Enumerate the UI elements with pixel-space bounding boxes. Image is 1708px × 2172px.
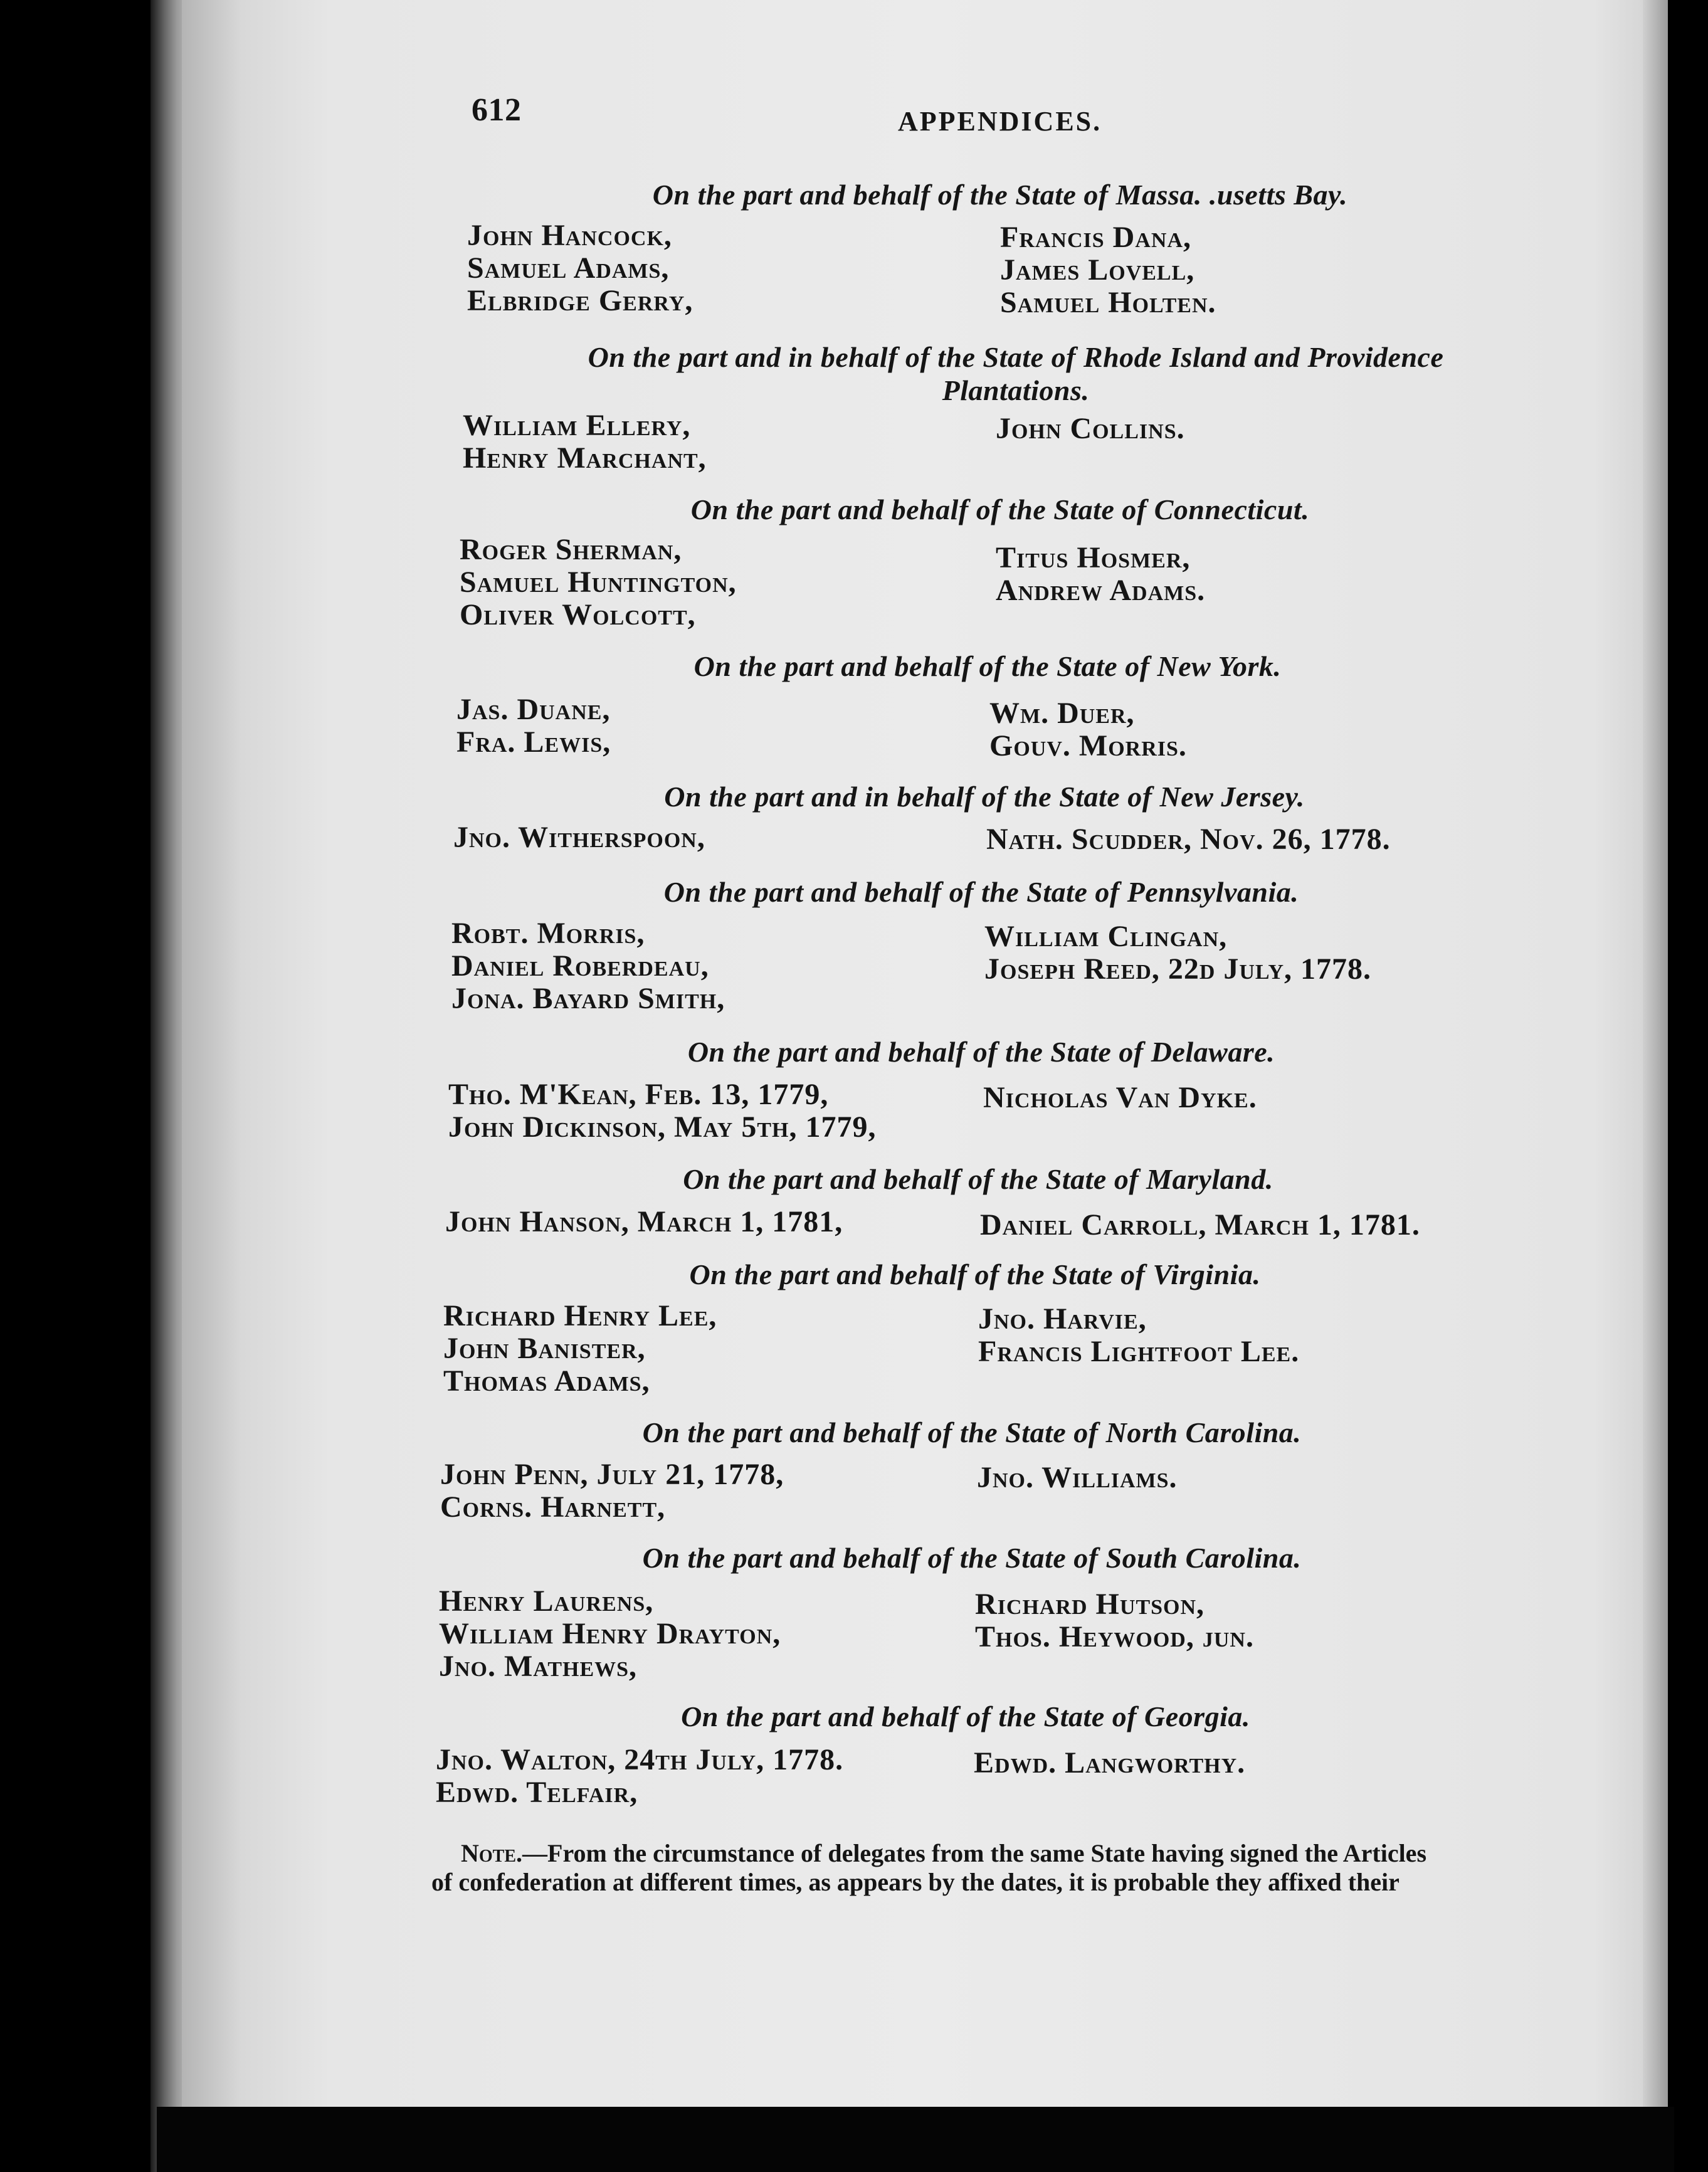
signer-left: Tho. M'Kean, Feb. 13, 1779,	[448, 1078, 829, 1111]
signer-right: Francis Dana,	[1000, 221, 1192, 254]
section-heading-virginia: On the part and behalf of the State of Virginia.	[689, 1258, 1261, 1290]
footnote-line-1	[461, 1841, 1426, 1866]
signer-right: Francis Lightfoot Lee.	[978, 1335, 1300, 1368]
signer-right: Gouv. Morris.	[989, 729, 1187, 762]
signer-right: Samuel Holten.	[1000, 286, 1216, 319]
page-bottom-shadow	[157, 2107, 1674, 2172]
page-number: 612	[472, 92, 522, 128]
signer-left: Daniel Roberdeau,	[451, 949, 709, 983]
signer-right: Joseph Reed, 22d July, 1778.	[984, 952, 1372, 986]
section-heading-rhode-island: On the part and in behalf of the State of Rhode Island and Providence	[588, 341, 1444, 373]
footnote-text-1: —From the circumstance of delegates from the same State having signed the Articles	[522, 1839, 1427, 1867]
signer-left: John Penn, July 21, 1778,	[440, 1458, 784, 1491]
footnote-label: Note.	[461, 1839, 523, 1867]
signer-left: John Hanson, March 1, 1781,	[445, 1205, 843, 1238]
signer-right: Edwd. Langworthy.	[974, 1746, 1246, 1779]
signer-left: Jas. Duane,	[456, 693, 611, 726]
page-right-edge	[1643, 0, 1668, 2107]
signer-left: Henry Laurens,	[439, 1584, 654, 1618]
section-heading-connecticut: On the part and behalf of the State of Connecticut.	[690, 493, 1310, 525]
signer-left: Jno. Witherspoon,	[453, 821, 705, 854]
signer-right: Titus Hosmer,	[996, 541, 1191, 574]
signer-right: Nicholas Van Dyke.	[983, 1081, 1257, 1114]
signer-right: Nath. Scudder, Nov. 26, 1778.	[986, 823, 1391, 856]
signer-right: Jno. Harvie,	[978, 1302, 1147, 1336]
signer-right: Daniel Carroll, March 1, 1781.	[980, 1208, 1420, 1242]
section-heading-georgia: On the part and behalf of the State of Georgia.	[681, 1700, 1250, 1732]
signer-left: Edwd. Telfair,	[436, 1776, 638, 1809]
signer-left: John Banister,	[443, 1332, 646, 1365]
section-heading-massachusetts: On the part and behalf of the State of Massa. .usetts Bay.	[652, 179, 1348, 211]
signer-left: Jno. Mathews,	[439, 1650, 638, 1683]
signer-left: Samuel Adams,	[467, 251, 670, 285]
signer-left: William Henry Drayton,	[439, 1617, 781, 1650]
section-heading-maryland: On the part and behalf of the State of Maryland.	[683, 1163, 1273, 1195]
signer-left: John Hancock,	[467, 219, 672, 252]
signer-left: Corns. Harnett,	[440, 1490, 666, 1524]
signer-right: John Collins.	[996, 412, 1185, 445]
signer-left: Henry Marchant,	[463, 441, 707, 475]
signer-left: Jona. Bayard Smith,	[451, 982, 725, 1015]
signer-left: John Dickinson, May 5th, 1779,	[448, 1110, 877, 1144]
footnote-line-2: of confederation at different times, as appears by the dates, it is probable they affixed their	[431, 1868, 1400, 1896]
signer-left: Richard Henry Lee,	[443, 1299, 717, 1332]
signer-left: Robt. Morris,	[451, 917, 645, 950]
section-heading-new-jersey: On the part and in behalf of the State of New Jersey.	[664, 781, 1305, 813]
signer-left: Fra. Lewis,	[456, 725, 611, 759]
signer-right: Thos. Heywood, jun.	[975, 1620, 1254, 1653]
signer-left: Roger Sherman,	[460, 533, 682, 566]
signer-left: Elbridge Gerry,	[467, 284, 693, 317]
signer-right: Wm. Duer,	[989, 697, 1135, 730]
signer-right: William Clingan,	[984, 920, 1228, 953]
section-heading-delaware: On the part and behalf of the State of Delaware.	[687, 1036, 1275, 1068]
signer-left: Samuel Huntington,	[460, 566, 737, 599]
signer-left: Jno. Walton, 24th July, 1778.	[436, 1743, 844, 1776]
signer-right: Andrew Adams.	[996, 574, 1206, 607]
section-heading-south-carolina: On the part and behalf of the State of South Carolina.	[642, 1542, 1302, 1574]
section-heading-new-york: On the part and behalf of the State of New York.	[693, 650, 1282, 682]
signer-left: William Ellery,	[463, 409, 691, 442]
signer-right: Jno. Williams.	[977, 1461, 1178, 1494]
signer-right: James Lovell,	[1000, 253, 1195, 287]
section-heading-rhode-island-cont: Plantations.	[942, 374, 1090, 406]
signer-right: Richard Hutson,	[975, 1588, 1205, 1621]
section-heading-pennsylvania: On the part and behalf of the State of Pennsylvania.	[663, 876, 1299, 908]
section-heading-north-carolina: On the part and behalf of the State of North Carolina.	[642, 1416, 1302, 1448]
running-head: APPENDICES.	[898, 106, 1102, 137]
signer-left: Oliver Wolcott,	[460, 598, 696, 631]
signer-left: Thomas Adams,	[443, 1364, 650, 1398]
